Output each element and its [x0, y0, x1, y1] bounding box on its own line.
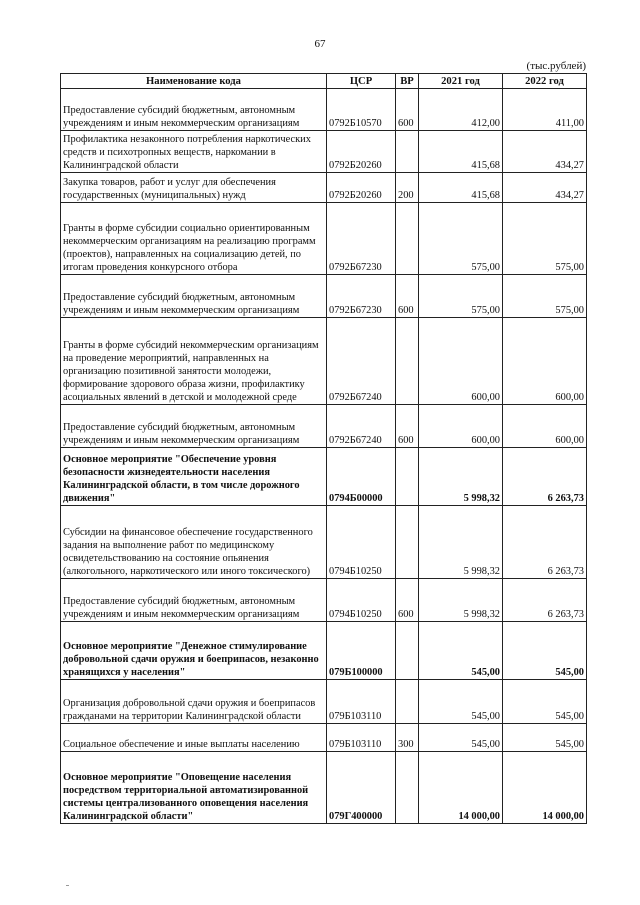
row-csr: 079Б103110 [327, 724, 396, 752]
header-2021: 2021 год [419, 74, 503, 89]
row-2021: 5 998,32 [419, 579, 503, 622]
row-name: Гранты в форме субсидии социально ориентированным некоммерческим организациям на реализацию программ (проектов), направленных на социализацию детей, по итогам проведения конкурсного отбора [61, 203, 327, 275]
table-row [61, 203, 587, 275]
row-2022: 600,00 [503, 405, 587, 448]
row-2021: 14 000,00 [419, 752, 503, 824]
row-vr [396, 448, 419, 506]
row-vr: 200 [396, 173, 419, 203]
header-csr: ЦСР [327, 74, 396, 89]
row-name: Предоставление субсидий бюджетным, автономным учреждениям и иным некоммерческим организациям [61, 405, 327, 448]
row-name: Организация добровольной сдачи оружия и боеприпасов гражданами на территории Калининградской области [61, 680, 327, 724]
row-csr: 0792Б20260 [327, 173, 396, 203]
budget-table [60, 73, 587, 824]
row-name: Предоставление субсидий бюджетным, автономным учреждениям и иным некоммерческим организациям [61, 89, 327, 131]
row-name: Предоставление субсидий бюджетным, автономным учреждениям и иным некоммерческим организациям [61, 579, 327, 622]
row-2022: 14 000,00 [503, 752, 587, 824]
row-vr: 600 [396, 405, 419, 448]
row-2022: 434,27 [503, 173, 587, 203]
row-2022: 6 263,73 [503, 579, 587, 622]
row-2022: 575,00 [503, 203, 587, 275]
row-csr: 0794Б00000 [327, 448, 396, 506]
table-row [61, 724, 587, 752]
row-name: Основное мероприятие "Оповещение населения посредством территориальной автоматизированной системы централизованного оповещения населения Калининградской области" [61, 752, 327, 824]
row-2022: 434,27 [503, 131, 587, 173]
row-2021: 545,00 [419, 680, 503, 724]
row-csr: 0792Б67230 [327, 275, 396, 318]
row-2022: 411,00 [503, 89, 587, 131]
row-2021: 5 998,32 [419, 448, 503, 506]
row-2021: 575,00 [419, 203, 503, 275]
row-vr: 600 [396, 579, 419, 622]
row-2021: 545,00 [419, 622, 503, 680]
row-csr: 0792Б67240 [327, 405, 396, 448]
row-name: Субсидии на финансовое обеспечение государственного задания на выполнение работ по медицинскому освидетельствованию на состояние опьянения (алкогольного, наркотического или иного токсического) [61, 506, 327, 579]
row-2021: 545,00 [419, 724, 503, 752]
row-2022: 6 263,73 [503, 448, 587, 506]
row-2021: 415,68 [419, 131, 503, 173]
header-2022: 2022 год [503, 74, 587, 89]
row-csr: 079Б100000 [327, 622, 396, 680]
row-2021: 600,00 [419, 318, 503, 405]
header-vr: ВР [396, 74, 419, 89]
header-name: Наименование кода [61, 74, 327, 89]
row-2022: 545,00 [503, 724, 587, 752]
table-row [61, 622, 587, 680]
header-row [61, 74, 587, 89]
row-vr [396, 622, 419, 680]
row-2022: 6 263,73 [503, 506, 587, 579]
row-name: Основное мероприятие "Обеспечение уровня безопасности жизнедеятельности населения Калининградской области, в том числе дорожного движения" [61, 448, 327, 506]
row-vr: 300 [396, 724, 419, 752]
row-2022: 545,00 [503, 622, 587, 680]
row-2021: 5 998,32 [419, 506, 503, 579]
row-name: Гранты в форме субсидий некоммерческим организациям на проведение мероприятий, направленных на организацию позитивной занятости молодежи, формирование здорового образа жизни, профилактику асоциальных явлений в детской и молодежной среде [61, 318, 327, 405]
units-label: (тыс.рублей) [526, 60, 586, 72]
row-2021: 575,00 [419, 275, 503, 318]
row-vr [396, 203, 419, 275]
row-name: Социальное обеспечение и иные выплаты населению [61, 724, 327, 752]
table-row [61, 579, 587, 622]
row-2022: 575,00 [503, 275, 587, 318]
row-name: Профилактика незаконного потребления наркотических средств и психотропных веществ, наркомании в Калининградской области [61, 131, 327, 173]
row-csr: 079Г400000 [327, 752, 396, 824]
row-csr: 0792Б10570 [327, 89, 396, 131]
row-csr: 0794Б10250 [327, 579, 396, 622]
row-name: Основное мероприятие "Денежное стимулирование добровольной сдачи оружия и боеприпасов, незаконно хранящихся у населения" [61, 622, 327, 680]
row-2021: 415,68 [419, 173, 503, 203]
table-row [61, 506, 587, 579]
row-csr: 0794Б10250 [327, 506, 396, 579]
table-row [61, 752, 587, 824]
row-name: Закупка товаров, работ и услуг для обеспечения государственных (муниципальных) нужд [61, 173, 327, 203]
row-2021: 600,00 [419, 405, 503, 448]
table-row [61, 448, 587, 506]
table-row [61, 405, 587, 448]
table-row [61, 680, 587, 724]
scan-dot [66, 885, 69, 886]
row-vr: 600 [396, 275, 419, 318]
row-vr [396, 318, 419, 405]
table-row [61, 318, 587, 405]
table-row [61, 173, 587, 203]
row-csr: 0792Б67230 [327, 203, 396, 275]
row-2022: 545,00 [503, 680, 587, 724]
table-row [61, 89, 587, 131]
row-csr: 0792Б20260 [327, 131, 396, 173]
row-csr: 0792Б67240 [327, 318, 396, 405]
row-vr [396, 131, 419, 173]
row-2021: 412,00 [419, 89, 503, 131]
page-number: 67 [314, 38, 326, 50]
row-2022: 600,00 [503, 318, 587, 405]
row-csr: 079Б103110 [327, 680, 396, 724]
row-vr [396, 680, 419, 724]
row-name: Предоставление субсидий бюджетным, автономным учреждениям и иным некоммерческим организациям [61, 275, 327, 318]
row-vr: 600 [396, 89, 419, 131]
table-row [61, 131, 587, 173]
table-row [61, 275, 587, 318]
row-vr [396, 506, 419, 579]
row-vr [396, 752, 419, 824]
